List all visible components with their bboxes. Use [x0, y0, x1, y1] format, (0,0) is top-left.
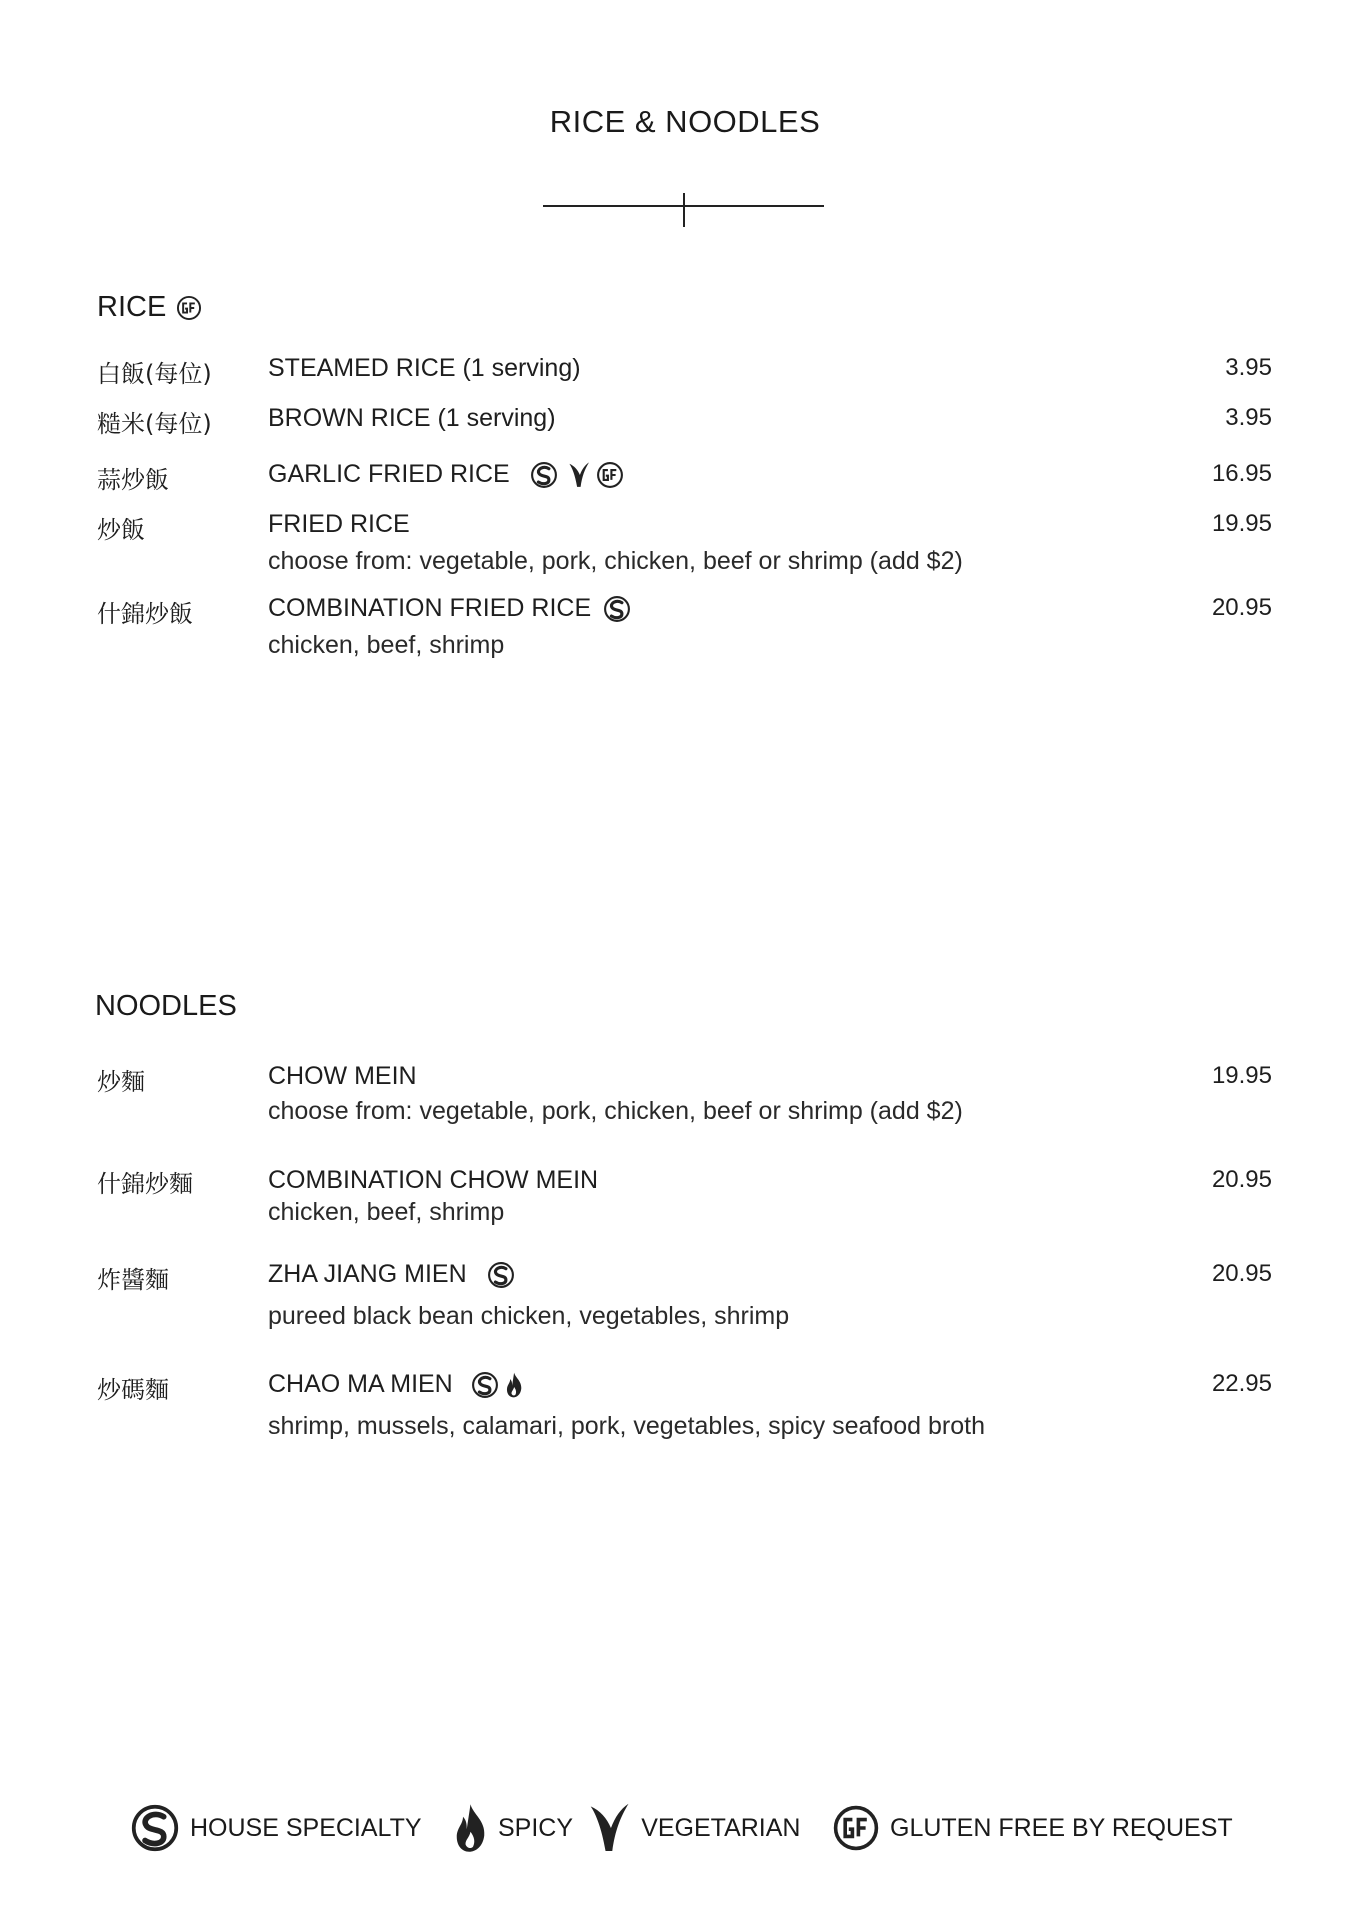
section-heading-noodles	[95, 990, 237, 1023]
house-specialty-icon	[130, 1803, 190, 1853]
legend-label: SPICY	[498, 1813, 574, 1842]
title-divider	[543, 193, 824, 229]
gluten-free-icon	[596, 461, 624, 489]
gluten-free-icon	[176, 295, 202, 321]
item-name	[268, 1062, 417, 1091]
spicy-icon	[505, 1372, 523, 1398]
section-title-noodles: NOODLES	[95, 990, 237, 1022]
item-chinese-name: 炒麵	[97, 1068, 145, 1096]
item-price: 3.95	[1225, 354, 1272, 381]
section-heading-rice	[97, 291, 202, 324]
item-chinese-name: 白飯(每位)	[97, 360, 212, 388]
item-name-text: ZHA JIANG MIEN	[268, 1260, 467, 1288]
item-price: 20.95	[1211, 1260, 1272, 1287]
house-specialty-icon	[487, 1261, 515, 1289]
vegetarian-icon	[568, 461, 590, 489]
item-name	[268, 1260, 515, 1289]
legend-item-house-specialty	[130, 1796, 422, 1860]
legend-item-vegetarian	[588, 1796, 800, 1860]
vegetarian-icon	[588, 1801, 641, 1855]
item-price: 3.95	[1225, 404, 1272, 431]
item-price: 20.95	[1211, 594, 1272, 621]
gluten-free-icon	[832, 1804, 890, 1852]
item-chinese-name: 炒飯	[97, 516, 145, 544]
spicy-icon	[453, 1803, 498, 1853]
divider-tick	[683, 193, 685, 227]
item-price: 20.95	[1211, 1166, 1272, 1193]
item-price: 16.95	[1211, 460, 1272, 487]
item-name	[268, 460, 624, 489]
icon-legend	[0, 1796, 1352, 1860]
item-description: chicken, beef, shrimp	[268, 631, 505, 659]
item-description: choose from: vegetable, pork, chicken, beef or shrimp (add $2)	[268, 547, 963, 575]
item-chinese-name: 炸醬麵	[97, 1266, 169, 1294]
legend-item-gluten-free	[832, 1796, 1233, 1860]
item-description: choose from: vegetable, pork, chicken, beef or shrimp (add $2)	[268, 1097, 963, 1125]
item-name-text: STEAMED RICE (1 serving)	[268, 354, 581, 382]
item-name-text: CHOW MEIN	[268, 1062, 417, 1090]
item-price: 19.95	[1211, 1062, 1272, 1089]
item-name	[268, 404, 556, 433]
item-chinese-name: 糙米(每位)	[97, 410, 212, 438]
house-specialty-icon	[471, 1371, 499, 1399]
item-price: 19.95	[1211, 510, 1272, 537]
item-name-text: COMBINATION CHOW MEIN	[268, 1166, 599, 1194]
item-name-text: CHAO MA MIEN	[268, 1370, 453, 1398]
item-name	[268, 1370, 523, 1399]
item-name	[268, 1166, 598, 1195]
legend-item-spicy	[453, 1796, 573, 1860]
item-chinese-name: 什錦炒飯	[97, 600, 193, 628]
item-name	[268, 354, 581, 383]
legend-label: HOUSE SPECIALTY	[190, 1813, 422, 1842]
house-specialty-icon	[603, 595, 631, 623]
legend-label: VEGETARIAN	[641, 1813, 801, 1842]
item-name-text: GARLIC FRIED RICE	[268, 460, 510, 488]
item-chinese-name: 炒碼麵	[97, 1376, 169, 1404]
item-name	[268, 594, 631, 623]
section-title-rice: RICE	[97, 291, 167, 323]
item-name	[268, 510, 410, 539]
item-name-text: COMBINATION FRIED RICE	[268, 594, 592, 622]
house-specialty-icon	[530, 461, 558, 489]
item-chinese-name: 什錦炒麵	[97, 1170, 193, 1198]
item-description: chicken, beef, shrimp	[268, 1198, 505, 1226]
legend-label: GLUTEN FREE BY REQUEST	[890, 1813, 1233, 1842]
page-title: RICE & NOODLES	[549, 104, 821, 139]
item-name-text: FRIED RICE	[268, 510, 410, 538]
item-description: shrimp, mussels, calamari, pork, vegetables, spicy seafood broth	[268, 1412, 985, 1440]
item-name-text: BROWN RICE (1 serving)	[268, 404, 556, 432]
item-chinese-name: 蒜炒飯	[97, 466, 169, 494]
item-price: 22.95	[1211, 1370, 1272, 1397]
item-description: pureed black bean chicken, vegetables, shrimp	[268, 1302, 790, 1330]
